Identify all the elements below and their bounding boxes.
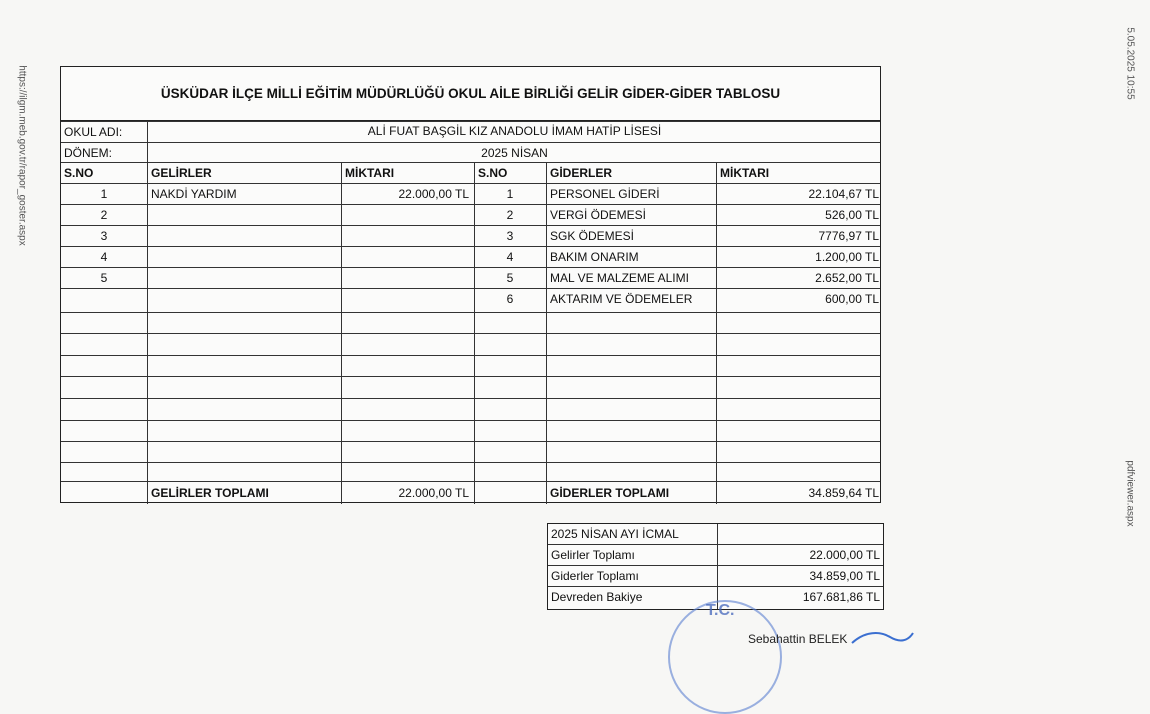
expense-no: 3	[506, 229, 514, 243]
side-url: https://ilgm.meb.gov.tr/rapor_goster.aspx	[16, 65, 28, 246]
income-no: 4	[100, 250, 108, 264]
page-title: ÜSKÜDAR İLÇE MİLLİ EĞİTİM MÜDÜRLÜĞÜ OKUL AİLE BİRLİĞİ GELİR GİDER-GİDER TABLOSU	[61, 67, 880, 121]
monthly-summary-table	[547, 523, 884, 610]
signer-name: Sebahattin BELEK	[748, 632, 848, 646]
header-sno: S.NO	[64, 166, 94, 180]
expense-no: 5	[506, 271, 514, 285]
expense-no: 1	[506, 187, 514, 201]
summary-value: 22.000,00 TL	[809, 548, 880, 562]
expense-no: 6	[506, 292, 514, 306]
summary-row	[548, 545, 883, 566]
period-label: DÖNEM:	[64, 146, 112, 160]
header-sno-expense: S.NO	[478, 166, 508, 180]
expense-amount: 22.104,67 TL	[808, 187, 879, 201]
side-datetime: 5.05.2025 10:55	[1124, 27, 1136, 100]
summary-value: 34.859,00 TL	[809, 569, 880, 583]
header-amount-expense: MİKTARI	[720, 166, 770, 180]
signature-icon	[850, 627, 915, 647]
header-amount: MİKTARI	[345, 166, 395, 180]
expense-amount: 600,00 TL	[825, 292, 879, 306]
expense-name: MAL VE MALZEME ALIMI	[550, 271, 689, 285]
expense-total-label: GİDERLER TOPLAMI	[550, 486, 670, 500]
expense-name: VERGİ ÖDEMESİ	[550, 208, 647, 222]
stamp-text: T.C.	[706, 602, 735, 619]
expense-no: 4	[506, 250, 514, 264]
summary-row	[548, 566, 883, 587]
expense-name: BAKIM ONARIM	[550, 250, 639, 264]
expense-total-value: 34.859,64 TL	[808, 486, 879, 500]
income-expense-table	[60, 66, 881, 503]
expense-amount: 7776,97 TL	[818, 229, 879, 243]
side-viewer: pdfviewer.aspx	[1124, 460, 1136, 527]
income-no: 5	[100, 271, 108, 285]
income-no: 3	[100, 229, 108, 243]
income-no: 1	[100, 187, 108, 201]
income-total-label: GELİRLER TOPLAMI	[151, 486, 269, 500]
school-label: OKUL ADI:	[64, 125, 123, 139]
expense-amount: 2.652,00 TL	[815, 271, 879, 285]
header-income: GELİRLER	[151, 166, 212, 180]
expense-amount: 1.200,00 TL	[815, 250, 879, 264]
summary-label: Devreden Bakiye	[551, 590, 643, 604]
income-amount: 22.000,00 TL	[398, 187, 469, 201]
expense-name: PERSONEL GİDERİ	[550, 187, 660, 201]
expense-amount: 526,00 TL	[825, 208, 879, 222]
summary-label: Giderler Toplamı	[551, 569, 639, 583]
summary-label: Gelirler Toplamı	[551, 548, 635, 562]
school-name: ALİ FUAT BAŞGİL KIZ ANADOLU İMAM HATİP LİSESİ	[367, 124, 662, 138]
expense-name: SGK ÖDEMESİ	[550, 229, 635, 243]
summary-title: 2025 NİSAN AYI İCMAL	[551, 527, 679, 541]
expense-name: AKTARIM VE ÖDEMELER	[550, 292, 693, 306]
period-value: 2025 NİSAN	[481, 146, 548, 160]
expense-no: 2	[506, 208, 514, 222]
header-expense: GİDERLER	[550, 166, 613, 180]
summary-value: 167.681,86 TL	[802, 590, 880, 604]
income-name: NAKDİ YARDIM	[151, 187, 237, 201]
income-no: 2	[100, 208, 108, 222]
income-total-value: 22.000,00 TL	[398, 486, 469, 500]
